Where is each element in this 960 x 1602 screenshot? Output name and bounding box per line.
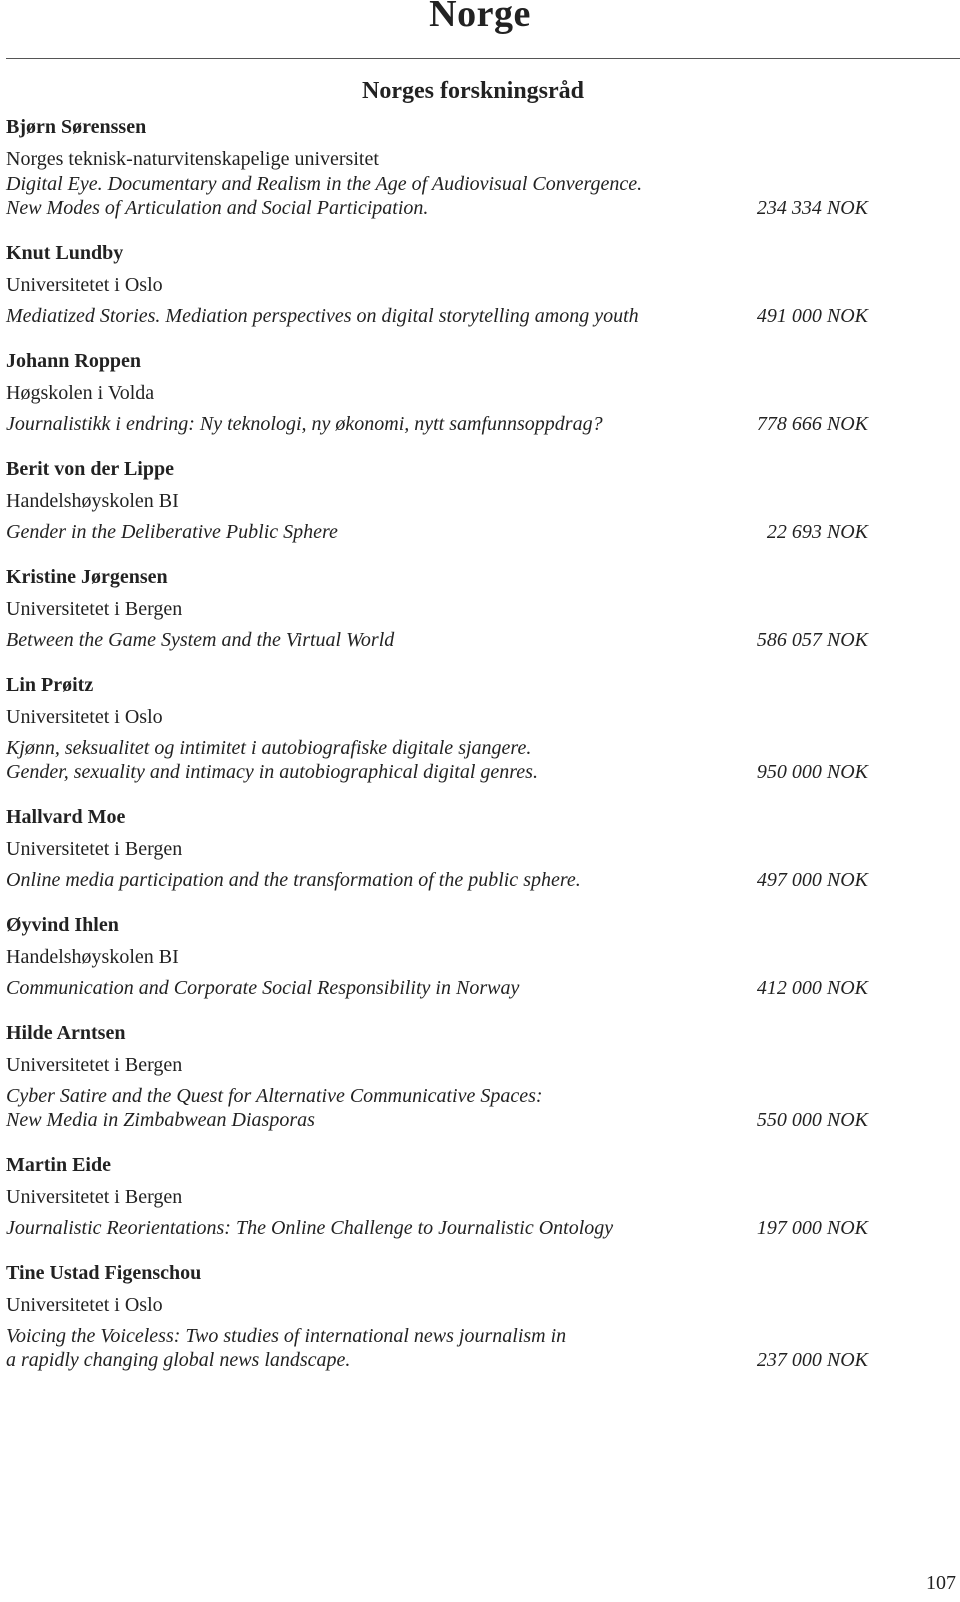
grant-institution: Universitetet i Oslo xyxy=(6,1294,163,1316)
grant-project-title-line: Gender in the Deliberative Public Sphere xyxy=(6,521,338,543)
page-title: Norge xyxy=(429,0,531,35)
grant-project-title xyxy=(6,868,706,892)
grant-project-title-line: a rapidly changing global news landscape. xyxy=(6,1349,351,1371)
grant-amount: 550 000 NOK xyxy=(756,1109,868,1131)
grant-project-title-line: New Modes of Articulation and Social Participation. xyxy=(6,197,429,219)
grant-entry xyxy=(6,672,960,784)
grant-institution: Handelshøyskolen BI xyxy=(6,946,179,968)
grant-entry xyxy=(6,456,960,544)
grant-project-title xyxy=(6,412,706,436)
grant-project-title xyxy=(6,304,706,328)
grant-institution: Universitetet i Oslo xyxy=(6,274,163,296)
grant-project-title-line: Journalistikk i endring: Ny teknologi, ny økonomi, nytt samfunnsoppdrag? xyxy=(6,413,603,435)
grant-amount: 22 693 NOK xyxy=(766,521,868,543)
grant-entry xyxy=(6,912,960,1000)
grant-entry xyxy=(6,1020,960,1132)
grant-project-title xyxy=(6,520,706,544)
grant-recipient-name: Bjørn Sørenssen xyxy=(6,116,147,138)
grant-project-title xyxy=(6,976,706,1000)
grant-project-title-line: Mediatized Stories. Mediation perspectives on digital storytelling among youth xyxy=(6,305,639,327)
grant-project-title-line: Online media participation and the transformation of the public sphere. xyxy=(6,869,581,891)
grant-institution: Universitetet i Bergen xyxy=(6,1186,183,1208)
grant-recipient-name: Øyvind Ihlen xyxy=(6,914,119,936)
grant-institution: Høgskolen i Volda xyxy=(6,382,155,404)
grant-amount: 234 334 NOK xyxy=(756,197,868,219)
grant-project-title-line: Cyber Satire and the Quest for Alternative Communicative Spaces: xyxy=(6,1085,543,1107)
grant-institution: Universitetet i Bergen xyxy=(6,598,183,620)
grant-amount: 778 666 NOK xyxy=(756,413,868,435)
grant-entry xyxy=(6,114,960,220)
grant-project-title xyxy=(6,1216,706,1240)
grant-project-title xyxy=(6,1084,706,1132)
grant-institution: Universitetet i Bergen xyxy=(6,1054,183,1076)
grant-recipient-name: Tine Ustad Figenschou xyxy=(6,1262,202,1284)
grant-project-title-line: Gender, sexuality and intimacy in autobiographical digital genres. xyxy=(6,761,538,783)
grant-amount: 237 000 NOK xyxy=(756,1349,868,1371)
grant-project-title xyxy=(6,172,706,220)
grant-entry xyxy=(6,348,960,436)
grant-project-title xyxy=(6,1324,706,1372)
grant-recipient-name: Martin Eide xyxy=(6,1154,111,1176)
grant-project-title-line: Between the Game System and the Virtual World xyxy=(6,629,395,651)
grant-project-title-line: Journalistic Reorientations: The Online Challenge to Journalistic Ontology xyxy=(6,1217,614,1239)
grant-entry xyxy=(6,1152,960,1240)
grant-list xyxy=(6,114,960,1392)
grant-recipient-name: Hilde Arntsen xyxy=(6,1022,126,1044)
grant-entry xyxy=(6,1260,960,1372)
grant-amount: 586 057 NOK xyxy=(756,629,868,651)
grant-recipient-name: Kristine Jørgensen xyxy=(6,566,168,588)
grant-recipient-name: Berit von der Lippe xyxy=(6,458,174,480)
grant-institution: Norges teknisk-naturvitenskapelige universitet xyxy=(6,148,379,170)
grant-recipient-name: Hallvard Moe xyxy=(6,806,126,828)
grant-institution: Universitetet i Oslo xyxy=(6,706,163,728)
grant-entry xyxy=(6,564,960,652)
grant-amount: 497 000 NOK xyxy=(756,869,868,891)
section-title: Norges forskningsråd xyxy=(362,78,585,104)
grant-project-title-line: Kjønn, seksualitet og intimitet i autobiografiske digitale sjangere. xyxy=(6,737,532,759)
grant-amount: 491 000 NOK xyxy=(756,305,868,327)
grant-project-title xyxy=(6,628,706,652)
grant-recipient-name: Knut Lundby xyxy=(6,242,124,264)
header-divider xyxy=(6,58,960,59)
grant-entry xyxy=(6,804,960,892)
grant-project-title-line: Communication and Corporate Social Responsibility in Norway xyxy=(6,977,520,999)
page-number: 107 xyxy=(926,1572,956,1594)
grant-recipient-name: Johann Roppen xyxy=(6,350,142,372)
grant-project-title xyxy=(6,736,706,784)
grant-entry xyxy=(6,240,960,328)
grant-project-title-line: Voicing the Voiceless: Two studies of international news journalism in xyxy=(6,1325,567,1347)
grant-recipient-name: Lin Prøitz xyxy=(6,674,94,696)
grant-amount: 950 000 NOK xyxy=(756,761,868,783)
grant-amount: 197 000 NOK xyxy=(756,1217,868,1239)
grant-institution: Universitetet i Bergen xyxy=(6,838,183,860)
grant-institution: Handelshøyskolen BI xyxy=(6,490,179,512)
grant-amount: 412 000 NOK xyxy=(756,977,868,999)
grant-project-title-line: Digital Eye. Documentary and Realism in the Age of Audiovisual Convergence. xyxy=(6,173,643,195)
grant-project-title-line: New Media in Zimbabwean Diasporas xyxy=(6,1109,315,1131)
